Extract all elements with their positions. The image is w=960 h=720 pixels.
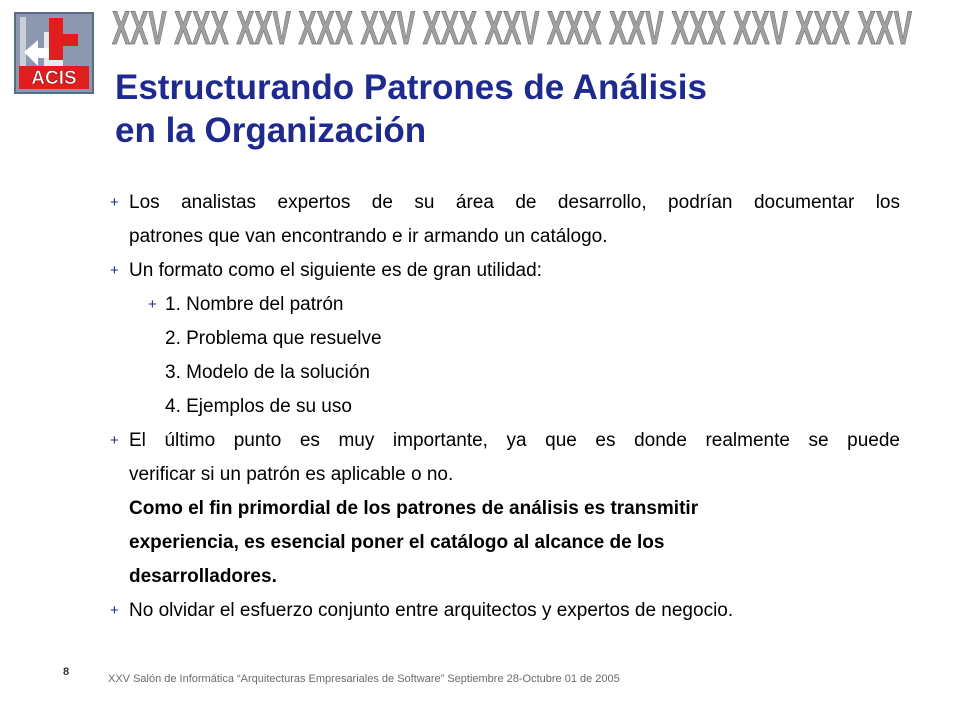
sub-bullet-item [110, 322, 900, 356]
plus-bullet-icon: + [148, 296, 157, 313]
sub-bullet-item [110, 390, 900, 424]
bullet-text: El último punto es muy importante, ya que es donde realmente se puede [129, 430, 900, 451]
emphasis-line [110, 560, 900, 594]
bullet-item [110, 594, 900, 628]
slide-title-line-2: en la Organización [115, 111, 427, 150]
bullet-text: patrones que van encontrando e ir armando un catálogo. [129, 226, 608, 247]
acis-arrow-icon [16, 14, 92, 92]
plus-bullet-icon: + [110, 602, 119, 619]
sub-bullet-item [110, 356, 900, 390]
emphasis-text: desarrolladores. [129, 566, 277, 587]
bullet-text: Los analistas expertos de su área de desarrollo, podrían documentar los [129, 192, 900, 213]
bullet-continuation [110, 220, 900, 254]
bullet-item [110, 186, 900, 220]
list-item: 1. Nombre del patrón [165, 294, 344, 315]
bullet-text: No olvidar el esfuerzo conjunto entre arquitectos y expertos de negocio. [129, 600, 734, 621]
xxv-banner-graphic [110, 2, 930, 50]
list-item: 4. Ejemplos de su uso [165, 396, 352, 417]
bullet-text: Un formato como el siguiente es de gran utilidad: [129, 260, 542, 281]
acis-logo [14, 12, 94, 94]
bullet-item [110, 424, 900, 458]
emphasis-line [110, 526, 900, 560]
sub-bullet-item [110, 288, 900, 322]
plus-bullet-icon: + [110, 194, 119, 211]
list-item: 3. Modelo de la solución [165, 362, 370, 383]
slide-content [110, 186, 900, 628]
emphasis-text: Como el fin primordial de los patrones de análisis es transmitir [129, 498, 699, 519]
slide-title-line-1: Estructurando Patrones de Análisis [115, 68, 707, 107]
emphasis-text: experiencia, es esencial poner el catálogo al alcance de los [129, 532, 665, 553]
bullet-text: verificar si un patrón es aplicable o no. [129, 464, 454, 485]
emphasis-line [110, 492, 900, 526]
bullet-continuation [110, 458, 900, 492]
acis-logo-text: ACIS [31, 68, 77, 89]
bullet-item [110, 254, 900, 288]
xxv-banner [110, 2, 930, 50]
slide-title [115, 66, 707, 152]
footer-text: XXV Salón de Informática “Arquitecturas Empresariales de Software” Septiembre 28-Octubre 01 de 2005 [108, 673, 620, 685]
plus-bullet-icon: + [110, 432, 119, 449]
list-item: 2. Problema que resuelve [165, 328, 382, 349]
plus-bullet-icon: + [110, 262, 119, 279]
xxv-banner-text: XXV XXX XXV XXX XXV XXX XXV XXX XXV XXX XXV XXX XXV [112, 2, 913, 50]
slide-number: 8 [63, 666, 70, 678]
